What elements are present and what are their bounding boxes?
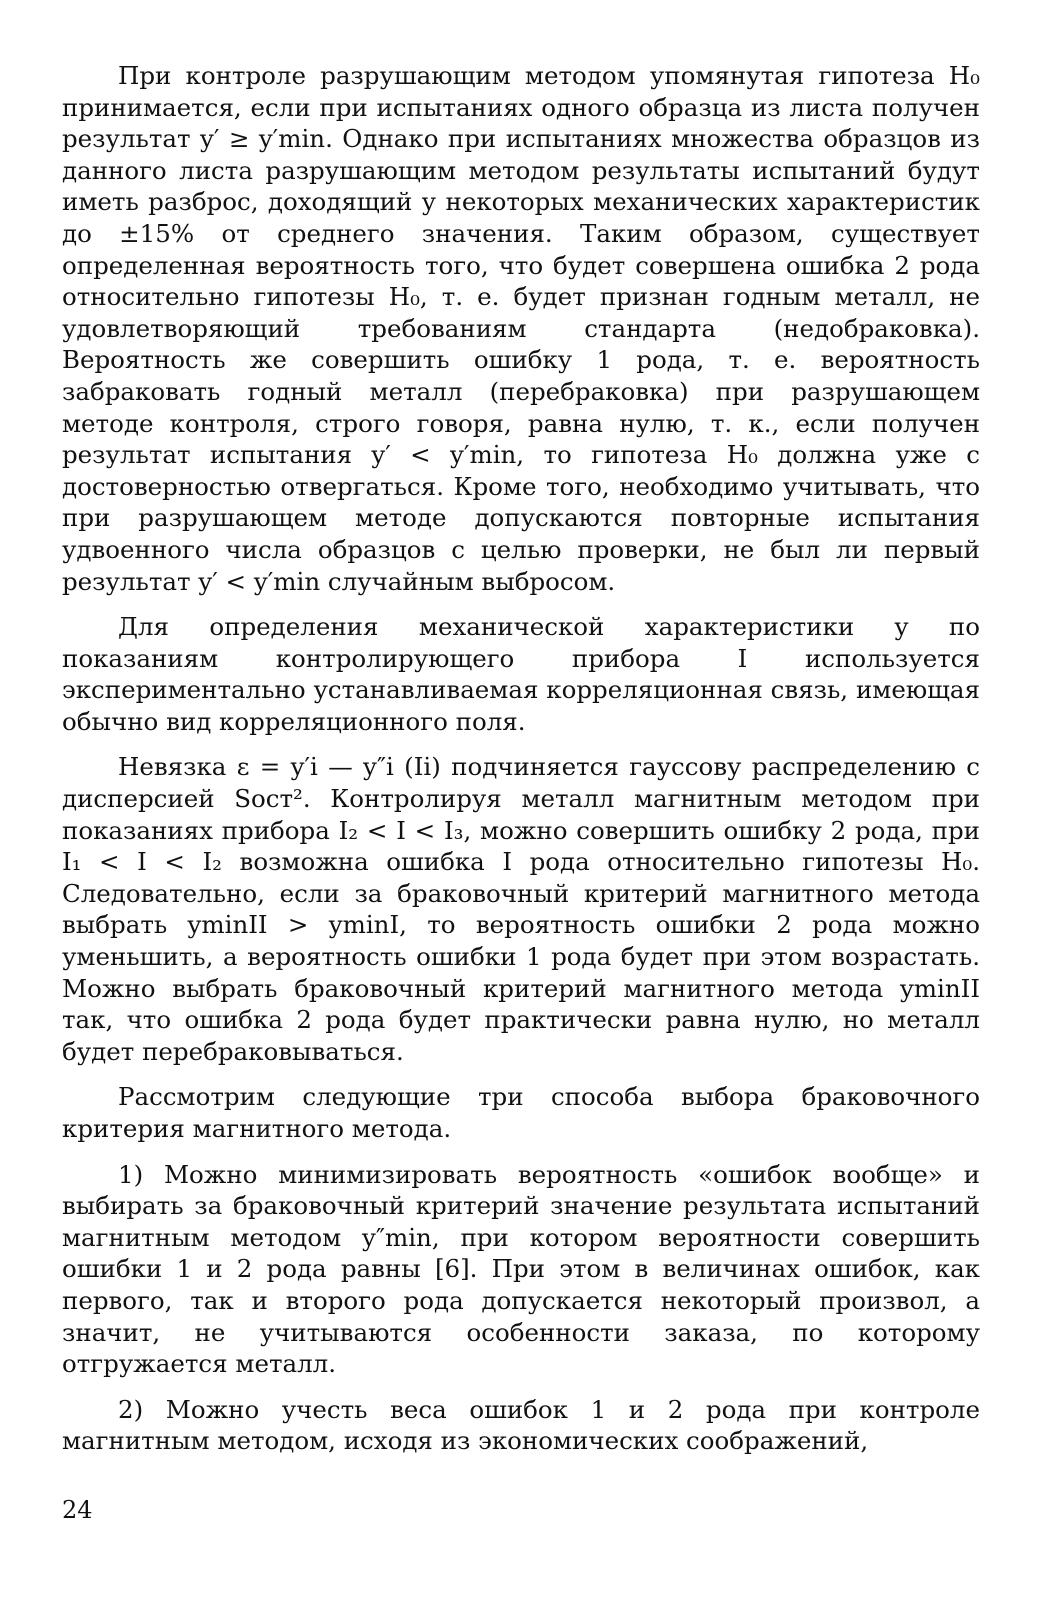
- paragraph-residual: Невязка ε = y′i — y″i (Ii) подчиняется гауссову распределению с дисперсией Sост². Контролируя металл магнитным методом при показаниях прибора I₂ < I < I₃, можно совершить ошибку 2 рода, при I₁ < I < I₂ возможна ошибка I рода относительно гипотезы H₀. Следовательно, если за браковочный критерий магнитного метода выбрать yminII > yminI, то вероятность ошибки 2 рода можно уменьшить, а вероятность ошибки 1 рода будет при этом возрастать. Можно выбрать браковочный критерий магнитного метода yminII так, что ошибка 2 рода будет практически равна нулю, но металл будет перебраковываться.: [62, 752, 980, 1066]
- document-page: [62, 60, 980, 1471]
- paragraph-three-methods: Рассмотрим следующие три способа выбора браковочного критерия магнитного метода.: [62, 1082, 980, 1143]
- page-number: 24: [62, 1496, 93, 1524]
- paragraph-method-2: 2) Можно учесть веса ошибок 1 и 2 рода при контроле магнитным методом, исходя из экономических соображений,: [62, 1394, 980, 1456]
- paragraph-method-1: 1) Можно минимизировать вероятность «ошибок вообще» и выбирать за браковочный критерий значение результата испытаний магнитным методом y″min, при котором вероятности совершить ошибки 1 и 2 рода равны [6]. При этом в величинах ошибок, как первого, так и второго рода допускается некоторый произвол, а значит, не учитываются особенности заказа, по которому отгружается металл.: [62, 1159, 980, 1379]
- paragraph-destructive-control: При контроле разрушающим методом упомянутая гипотеза H₀ принимается, если при испытаниях одного образца из листа получен результат y′ ≥ y′min. Однако при испытаниях множества образцов из данного листа разрушающим методом результаты испытаний будут иметь разброс, доходящий у некоторых механических характеристик до ±15% от среднего значения. Таким образом, существует определенная вероятность того, что будет совершена ошибка 2 рода относительно гипотезы H₀, т. е. будет признан годным металл, не удовлетворяющий требованиям стандарта (недобраковка). Вероятность же совершить ошибку 1 рода, т. е. вероятность забраковать годный металл (перебраковка) при разрушающем методе контроля, строго говоря, равна нулю, т. к., если получен результат испытания y′ < y′min, то гипотеза H₀ должна уже с достоверностью отвергаться. Кроме того, необходимо учитывать, что при разрушающем методе допускаются повторные испытания удвоенного числа образцов с целью проверки, не был ли первый результат y′ < y′min случайным выбросом.: [62, 61, 980, 596]
- paragraph-correlation: Для определения механической характеристики y по показаниям контролирующего прибора I используется экспериментально устанавливаемая корреляционная связь, имеющая обычно вид корреляционного поля.: [62, 612, 980, 736]
